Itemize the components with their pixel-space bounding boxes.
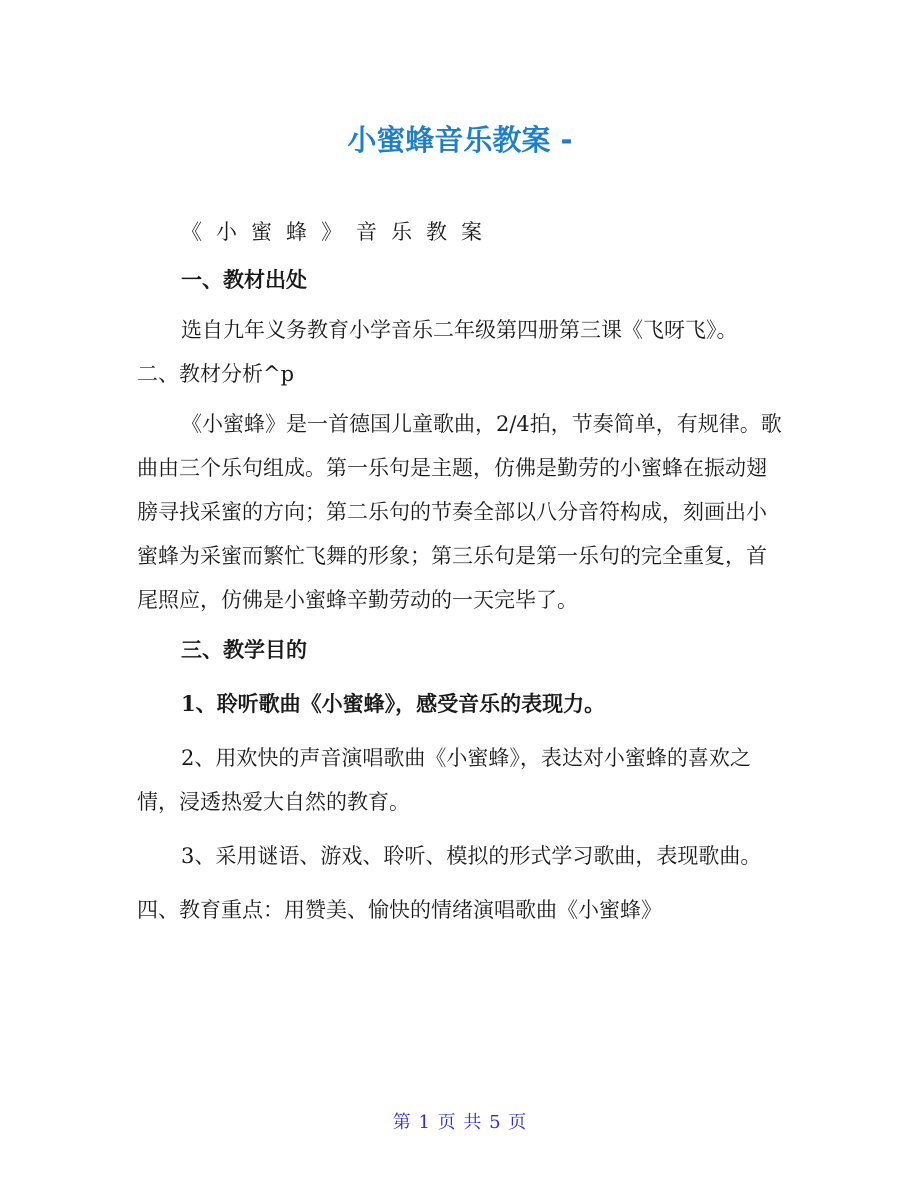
section-heading-objectives: 三、教学目的 [181,637,307,662]
objective-item-2: 2、用欢快的声音演唱歌曲《小蜜蜂》，表达对小蜜蜂的喜欢之情，浸透热爱大自然的教育。 [137,746,751,814]
document-body [137,210,785,932]
section-heading-source: 一、教材出处 [181,267,307,292]
paragraph-source: 选自九年义务教育小学音乐二年级第四册第三课《飞呀飞》。 二、教材分析^p [137,318,738,386]
lesson-plan-heading: 《小蜜蜂》音乐教案 [181,220,496,244]
document-title: 小蜜蜂音乐教案 - [347,123,573,157]
paragraph-analysis: 《小蜜蜂》是一首德国儿童歌曲，2/4拍，节奏简单，有规律。歌曲由三个乐句组成。第一乐句是主题，仿佛是勤劳的小蜜蜂在振动翅膀寻找采蜜的方向；第二乐句的节奏全部以八分音符构成，刻画出小蜜蜂为采蜜而繁忙飞舞的形象；第三乐句是第一乐句的完全重复，首尾照应，仿佛是小蜜蜂辛勤劳动的一天完毕了。 [137,412,782,612]
page-footer: 第 1 页 共 5 页 [392,1112,528,1133]
section-key-points: 四、教育重点：用赞美、愉快的情绪演唱歌曲《小蜜蜂》 [137,898,662,922]
objective-item-1: 1、聆听歌曲《小蜜蜂》，感受音乐的表现力。 [181,691,606,716]
objective-item-3: 3、采用谜语、游戏、聆听、模拟的形式学习歌曲，表现歌曲。 [181,844,762,868]
